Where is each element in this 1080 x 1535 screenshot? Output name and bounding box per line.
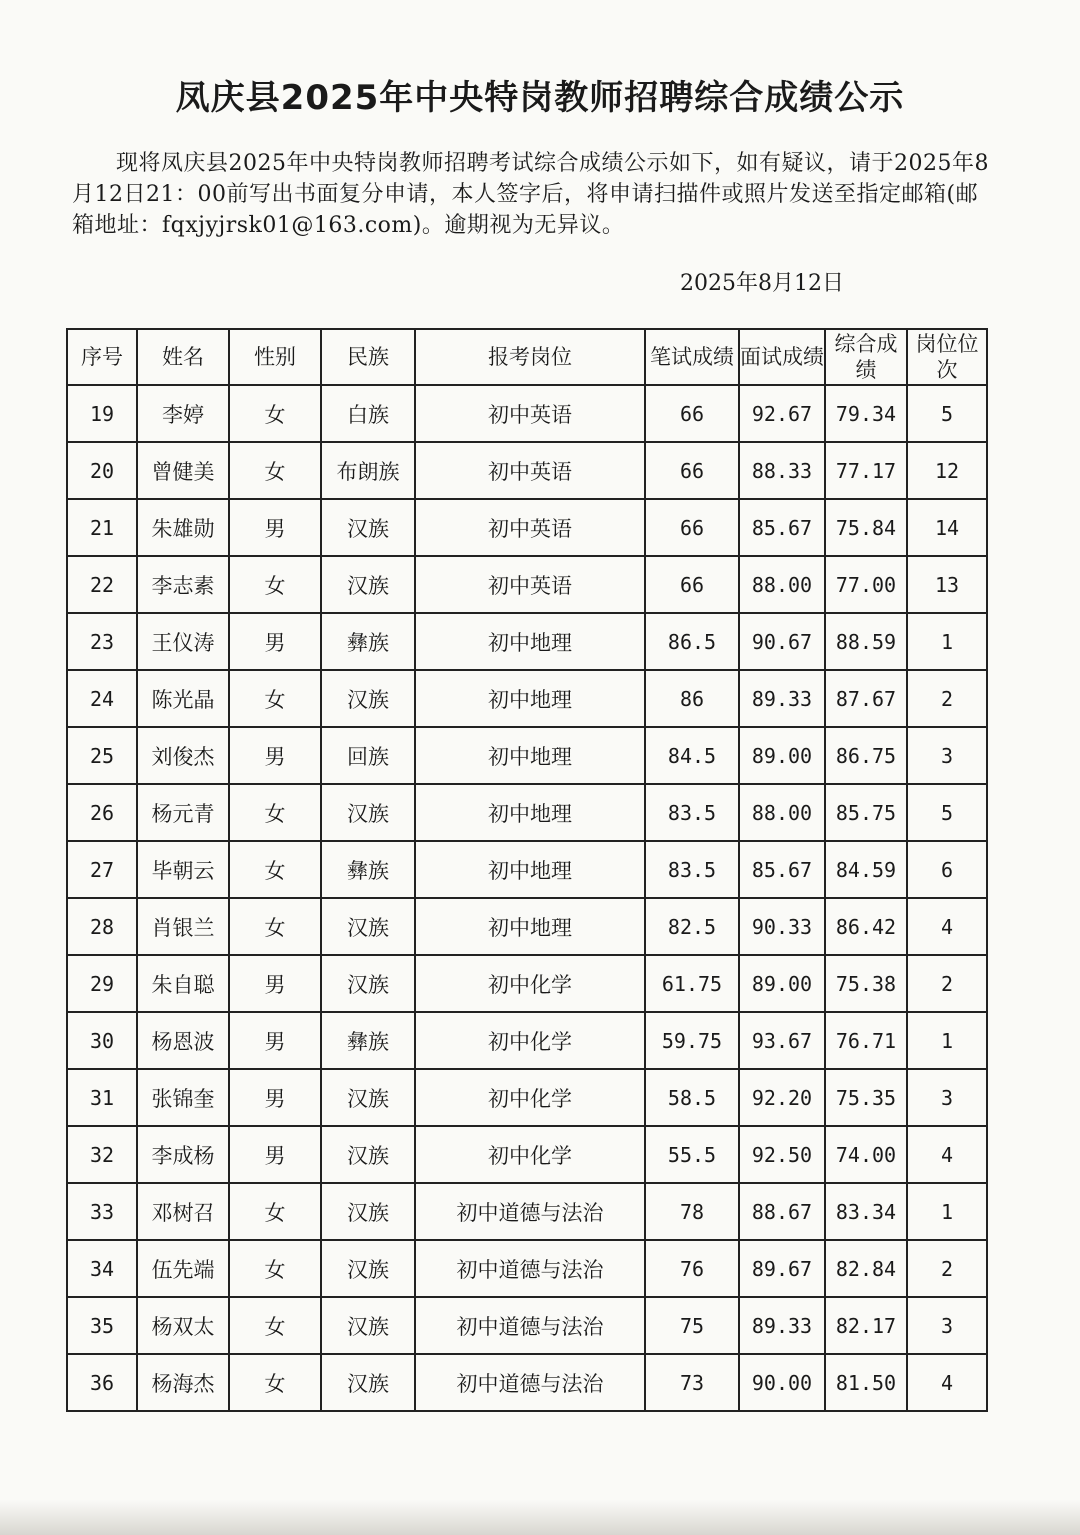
- cell-total: 84.59: [825, 841, 907, 898]
- cell-ethnicity: 彝族: [321, 613, 415, 670]
- cell-written: 73: [645, 1354, 739, 1411]
- cell-gender: 女: [229, 1240, 321, 1297]
- cell-name: 伍先端: [137, 1240, 229, 1297]
- cell-written: 66: [645, 499, 739, 556]
- cell-written: 66: [645, 556, 739, 613]
- cell-written: 58.5: [645, 1069, 739, 1126]
- cell-written: 83.5: [645, 841, 739, 898]
- cell-gender: 男: [229, 499, 321, 556]
- cell-position: 初中化学: [415, 1012, 645, 1069]
- cell-interview: 89.33: [739, 1297, 825, 1354]
- cell-gender: 女: [229, 784, 321, 841]
- cell-interview: 89.00: [739, 727, 825, 784]
- cell-rank: 2: [907, 670, 987, 727]
- cell-interview: 92.20: [739, 1069, 825, 1126]
- table-row: [67, 1126, 987, 1183]
- cell-gender: 女: [229, 556, 321, 613]
- cell-total: 81.50: [825, 1354, 907, 1411]
- cell-position: 初中化学: [415, 1126, 645, 1183]
- cell-interview: 85.67: [739, 841, 825, 898]
- cell-interview: 93.67: [739, 1012, 825, 1069]
- cell-gender: 男: [229, 613, 321, 670]
- cell-seq: 29: [67, 955, 137, 1012]
- cell-ethnicity: 汉族: [321, 784, 415, 841]
- cell-name: 李成杨: [137, 1126, 229, 1183]
- cell-ethnicity: 汉族: [321, 1354, 415, 1411]
- cell-name: 曾健美: [137, 442, 229, 499]
- table-row: [67, 1183, 987, 1240]
- cell-interview: 89.33: [739, 670, 825, 727]
- cell-interview: 90.00: [739, 1354, 825, 1411]
- cell-gender: 男: [229, 1126, 321, 1183]
- cell-rank: 3: [907, 1297, 987, 1354]
- cell-rank: 6: [907, 841, 987, 898]
- table-row: [67, 1354, 987, 1411]
- table-row: [67, 1069, 987, 1126]
- cell-rank: 4: [907, 898, 987, 955]
- table-row: [67, 385, 987, 442]
- cell-total: 76.71: [825, 1012, 907, 1069]
- cell-ethnicity: 汉族: [321, 955, 415, 1012]
- table-row: [67, 670, 987, 727]
- cell-seq: 28: [67, 898, 137, 955]
- cell-gender: 男: [229, 955, 321, 1012]
- cell-interview: 88.00: [739, 556, 825, 613]
- table-row: [67, 1297, 987, 1354]
- cell-rank: 2: [907, 1240, 987, 1297]
- cell-rank: 1: [907, 613, 987, 670]
- cell-total: 77.00: [825, 556, 907, 613]
- cell-seq: 36: [67, 1354, 137, 1411]
- cell-written: 61.75: [645, 955, 739, 1012]
- header-interview: 面试成绩: [739, 329, 825, 385]
- cell-seq: 22: [67, 556, 137, 613]
- cell-name: 邓树召: [137, 1183, 229, 1240]
- table-row: [67, 841, 987, 898]
- cell-gender: 男: [229, 1069, 321, 1126]
- cell-gender: 男: [229, 727, 321, 784]
- cell-name: 毕朝云: [137, 841, 229, 898]
- cell-seq: 27: [67, 841, 137, 898]
- cell-seq: 21: [67, 499, 137, 556]
- cell-position: 初中地理: [415, 841, 645, 898]
- cell-name: 张锦奎: [137, 1069, 229, 1126]
- cell-rank: 13: [907, 556, 987, 613]
- cell-rank: 4: [907, 1354, 987, 1411]
- table-row: [67, 784, 987, 841]
- cell-seq: 26: [67, 784, 137, 841]
- cell-gender: 女: [229, 1183, 321, 1240]
- table-row: [67, 499, 987, 556]
- table-row: [67, 556, 987, 613]
- cell-rank: 2: [907, 955, 987, 1012]
- cell-seq: 24: [67, 670, 137, 727]
- cell-position: 初中英语: [415, 442, 645, 499]
- cell-position: 初中化学: [415, 1069, 645, 1126]
- cell-written: 86.5: [645, 613, 739, 670]
- cell-ethnicity: 汉族: [321, 1240, 415, 1297]
- cell-seq: 20: [67, 442, 137, 499]
- cell-written: 66: [645, 385, 739, 442]
- cell-written: 83.5: [645, 784, 739, 841]
- cell-name: 刘俊杰: [137, 727, 229, 784]
- cell-total: 75.35: [825, 1069, 907, 1126]
- cell-gender: 女: [229, 670, 321, 727]
- cell-name: 朱自聪: [137, 955, 229, 1012]
- cell-interview: 90.33: [739, 898, 825, 955]
- cell-rank: 14: [907, 499, 987, 556]
- table-row: [67, 727, 987, 784]
- cell-position: 初中英语: [415, 556, 645, 613]
- cell-total: 85.75: [825, 784, 907, 841]
- cell-total: 88.59: [825, 613, 907, 670]
- cell-position: 初中地理: [415, 670, 645, 727]
- cell-written: 75: [645, 1297, 739, 1354]
- cell-interview: 89.00: [739, 955, 825, 1012]
- cell-position: 初中地理: [415, 898, 645, 955]
- cell-written: 78: [645, 1183, 739, 1240]
- cell-rank: 3: [907, 727, 987, 784]
- cell-total: 75.38: [825, 955, 907, 1012]
- cell-total: 82.84: [825, 1240, 907, 1297]
- cell-total: 86.75: [825, 727, 907, 784]
- cell-gender: 女: [229, 385, 321, 442]
- cell-seq: 35: [67, 1297, 137, 1354]
- cell-ethnicity: 布朗族: [321, 442, 415, 499]
- cell-ethnicity: 汉族: [321, 1297, 415, 1354]
- page-shadow: [0, 1500, 1080, 1535]
- cell-rank: 5: [907, 385, 987, 442]
- cell-ethnicity: 汉族: [321, 1126, 415, 1183]
- table-row: [67, 898, 987, 955]
- cell-ethnicity: 汉族: [321, 670, 415, 727]
- cell-seq: 25: [67, 727, 137, 784]
- cell-gender: 女: [229, 898, 321, 955]
- cell-rank: 1: [907, 1183, 987, 1240]
- table-row: [67, 1012, 987, 1069]
- cell-written: 55.5: [645, 1126, 739, 1183]
- cell-interview: 90.67: [739, 613, 825, 670]
- cell-interview: 88.67: [739, 1183, 825, 1240]
- page-title: 凤庆县2025年中央特岗教师招聘综合成绩公示: [175, 78, 905, 118]
- cell-interview: 88.00: [739, 784, 825, 841]
- header-name: 姓名: [137, 329, 229, 385]
- cell-ethnicity: 彝族: [321, 1012, 415, 1069]
- cell-position: 初中地理: [415, 727, 645, 784]
- cell-name: 肖银兰: [137, 898, 229, 955]
- cell-gender: 女: [229, 1354, 321, 1411]
- cell-interview: 92.50: [739, 1126, 825, 1183]
- cell-gender: 男: [229, 1012, 321, 1069]
- cell-name: 李志素: [137, 556, 229, 613]
- cell-interview: 85.67: [739, 499, 825, 556]
- cell-total: 77.17: [825, 442, 907, 499]
- header-gender: 性别: [229, 329, 321, 385]
- cell-written: 86: [645, 670, 739, 727]
- cell-name: 杨恩波: [137, 1012, 229, 1069]
- cell-position: 初中英语: [415, 499, 645, 556]
- cell-position: 初中地理: [415, 784, 645, 841]
- cell-position: 初中道德与法治: [415, 1183, 645, 1240]
- cell-ethnicity: 汉族: [321, 499, 415, 556]
- cell-interview: 89.67: [739, 1240, 825, 1297]
- cell-name: 李婷: [137, 385, 229, 442]
- cell-rank: 3: [907, 1069, 987, 1126]
- table-header-row: [67, 329, 987, 385]
- cell-position: 初中地理: [415, 613, 645, 670]
- cell-total: 74.00: [825, 1126, 907, 1183]
- cell-seq: 33: [67, 1183, 137, 1240]
- table-row: [67, 613, 987, 670]
- cell-position: 初中英语: [415, 385, 645, 442]
- cell-gender: 女: [229, 1297, 321, 1354]
- cell-ethnicity: 汉族: [321, 1069, 415, 1126]
- cell-ethnicity: 彝族: [321, 841, 415, 898]
- cell-ethnicity: 汉族: [321, 1183, 415, 1240]
- cell-rank: 4: [907, 1126, 987, 1183]
- cell-seq: 31: [67, 1069, 137, 1126]
- header-ethnicity: 民族: [321, 329, 415, 385]
- cell-ethnicity: 白族: [321, 385, 415, 442]
- header-rank: 岗位位次: [907, 329, 987, 385]
- cell-total: 86.42: [825, 898, 907, 955]
- table-row: [67, 955, 987, 1012]
- cell-seq: 30: [67, 1012, 137, 1069]
- cell-interview: 88.33: [739, 442, 825, 499]
- cell-gender: 女: [229, 442, 321, 499]
- cell-name: 陈光晶: [137, 670, 229, 727]
- cell-ethnicity: 汉族: [321, 898, 415, 955]
- cell-rank: 5: [907, 784, 987, 841]
- cell-seq: 23: [67, 613, 137, 670]
- cell-gender: 女: [229, 841, 321, 898]
- cell-total: 79.34: [825, 385, 907, 442]
- cell-written: 82.5: [645, 898, 739, 955]
- cell-written: 84.5: [645, 727, 739, 784]
- intro-paragraph: 现将凤庆县2025年中央特岗教师招聘考试综合成绩公示如下，如有疑议，请于2025年8月12日21：00前写出书面复分申请，本人签字后，将申请扫描件或照片发送至指定邮箱(邮箱地址：fqxjyjrsk01@163.com)。逾期视为无异议。: [72, 151, 989, 238]
- cell-seq: 19: [67, 385, 137, 442]
- cell-total: 75.84: [825, 499, 907, 556]
- header-seq: 序号: [67, 329, 137, 385]
- publish-date: 2025年8月12日: [680, 271, 844, 296]
- header-written: 笔试成绩: [645, 329, 739, 385]
- cell-written: 66: [645, 442, 739, 499]
- cell-rank: 1: [907, 1012, 987, 1069]
- cell-ethnicity: 回族: [321, 727, 415, 784]
- cell-rank: 12: [907, 442, 987, 499]
- cell-interview: 92.67: [739, 385, 825, 442]
- header-total: 综合成绩: [825, 329, 907, 385]
- cell-total: 82.17: [825, 1297, 907, 1354]
- cell-name: 王仪涛: [137, 613, 229, 670]
- cell-position: 初中道德与法治: [415, 1354, 645, 1411]
- cell-name: 杨元青: [137, 784, 229, 841]
- scores-table: [66, 328, 988, 1412]
- cell-seq: 32: [67, 1126, 137, 1183]
- cell-position: 初中化学: [415, 955, 645, 1012]
- cell-written: 59.75: [645, 1012, 739, 1069]
- cell-name: 朱雄勋: [137, 499, 229, 556]
- cell-name: 杨双太: [137, 1297, 229, 1354]
- cell-name: 杨海杰: [137, 1354, 229, 1411]
- cell-ethnicity: 汉族: [321, 556, 415, 613]
- cell-position: 初中道德与法治: [415, 1297, 645, 1354]
- table-row: [67, 442, 987, 499]
- cell-seq: 34: [67, 1240, 137, 1297]
- cell-position: 初中道德与法治: [415, 1240, 645, 1297]
- cell-total: 83.34: [825, 1183, 907, 1240]
- cell-written: 76: [645, 1240, 739, 1297]
- header-position: 报考岗位: [415, 329, 645, 385]
- cell-total: 87.67: [825, 670, 907, 727]
- table-row: [67, 1240, 987, 1297]
